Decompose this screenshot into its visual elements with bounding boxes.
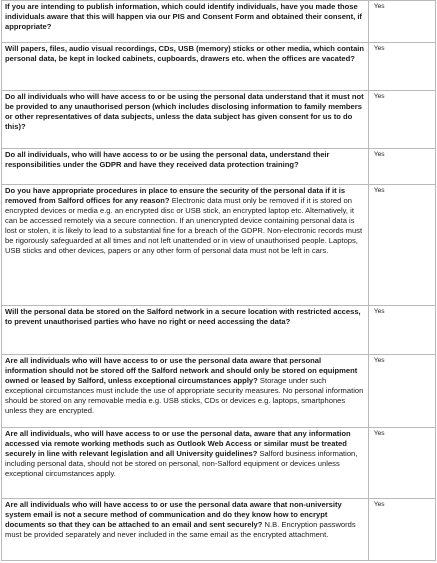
table-row — [2, 43, 436, 91]
data-protection-checklist-table — [1, 0, 436, 561]
question-detail: Electronic data must only be removed if it is stored on encrypted devices or media e.g. an encrypted disc or USB stick, an encrypted laptop etc. Alternatively, it can be accessed remotely via a secure connection. If an unencrypted device containing personal data is lost or stolen, it is likely to lead to a substantial fine for a breach of the GDPR. Non-electronic records must be rigorously safeguarded at all times and not left unattended or in view of unauthorised people. Laptops, USB sticks and other devices, papers or any other form of personal data must not be left in cars. — [5, 196, 363, 255]
question-text: Do all individuals who will have access to or be using the personal data understand that it must not be provided to any unauthorised person (which includes disclosing information to family members or other representatives of data subjects, unless the data subject has given consent for us to do this)? — [5, 92, 364, 131]
question-cell — [2, 1, 369, 43]
question-cell — [2, 306, 369, 355]
question-detail: Salford business information, including personal data, should not be stored on personal, non-Salford equipment or devices unless exceptional circumstances apply. — [5, 449, 358, 478]
question-cell — [2, 185, 369, 306]
answer-cell: Yes — [368, 355, 435, 428]
question-text: If you are intending to publish information, which could identify individuals, have you made those individuals aware that this will happen via our PIS and Consent Form and obtained their consent, if appropriate? — [5, 2, 362, 31]
answer-cell: Yes — [368, 1, 435, 43]
answer-cell: Yes — [368, 306, 435, 355]
question-cell — [2, 149, 369, 185]
table-row — [2, 185, 436, 306]
question-text: Do all individuals, who will have access to or be using the personal data, understand their responsibilities under the GDPR and have they received data protection training? — [5, 150, 330, 169]
answer-cell: Yes — [368, 91, 435, 149]
answer-cell: Yes — [368, 185, 435, 306]
answer-cell: Yes — [368, 499, 435, 561]
table-row — [2, 1, 436, 43]
table-row — [2, 355, 436, 428]
question-cell — [2, 91, 369, 149]
table-row — [2, 428, 436, 499]
question-text: Are all individuals, who will have access to or use the personal data, aware that any information accessed via remote working methods such as Outlook Web Access or similar must be treated securely in line with relevant legislation and all University guidelines? — [5, 429, 351, 458]
table-row — [2, 499, 436, 561]
table-row — [2, 149, 436, 185]
table-row — [2, 306, 436, 355]
question-text: Will papers, files, audio visual recordings, CDs, USB (memory) sticks or other media, which contain personal data, be kept in locked cabinets, cupboards, drawers etc. when the offices are vacated? — [5, 44, 365, 63]
question-cell — [2, 428, 369, 499]
answer-cell: Yes — [368, 43, 435, 91]
question-text: Will the personal data be stored on the Salford network in a secure location with restricted access, to prevent unauthorised parties who have no right or need accessing the data? — [5, 307, 361, 326]
question-cell — [2, 499, 369, 561]
question-text: Are all individuals who will have access to or use the personal data aware that personal information should not be stored off the Salford network and should only be stored on equipment owned or leased by Salford, unless exceptional circumstances apply? — [5, 356, 358, 385]
question-cell — [2, 43, 369, 91]
answer-cell: Yes — [368, 149, 435, 185]
table-row — [2, 91, 436, 149]
question-text: Are all individuals who will have access to or use the personal data aware that non-university system email is not a secure method of communication and do they know how to encrypt documents so that they can be attached to an email and sent securely? — [5, 500, 342, 529]
question-detail: Storage under such exceptional circumstances must include the use of appropriate security measures. No personal information should be stored on any removable media e.g. USB sticks, CDs or devices e.g. laptops, smartphones unless they are encrypted. — [5, 376, 364, 415]
answer-cell: Yes — [368, 428, 435, 499]
question-text: Do you have appropriate procedures in place to ensure the security of the personal data if it is removed from Salford offices for any reason? — [5, 186, 346, 205]
question-detail: N.B. Encryption passwords must be provided separately and never included in the same email as the encrypted attachment. — [5, 520, 356, 539]
question-cell — [2, 355, 369, 428]
